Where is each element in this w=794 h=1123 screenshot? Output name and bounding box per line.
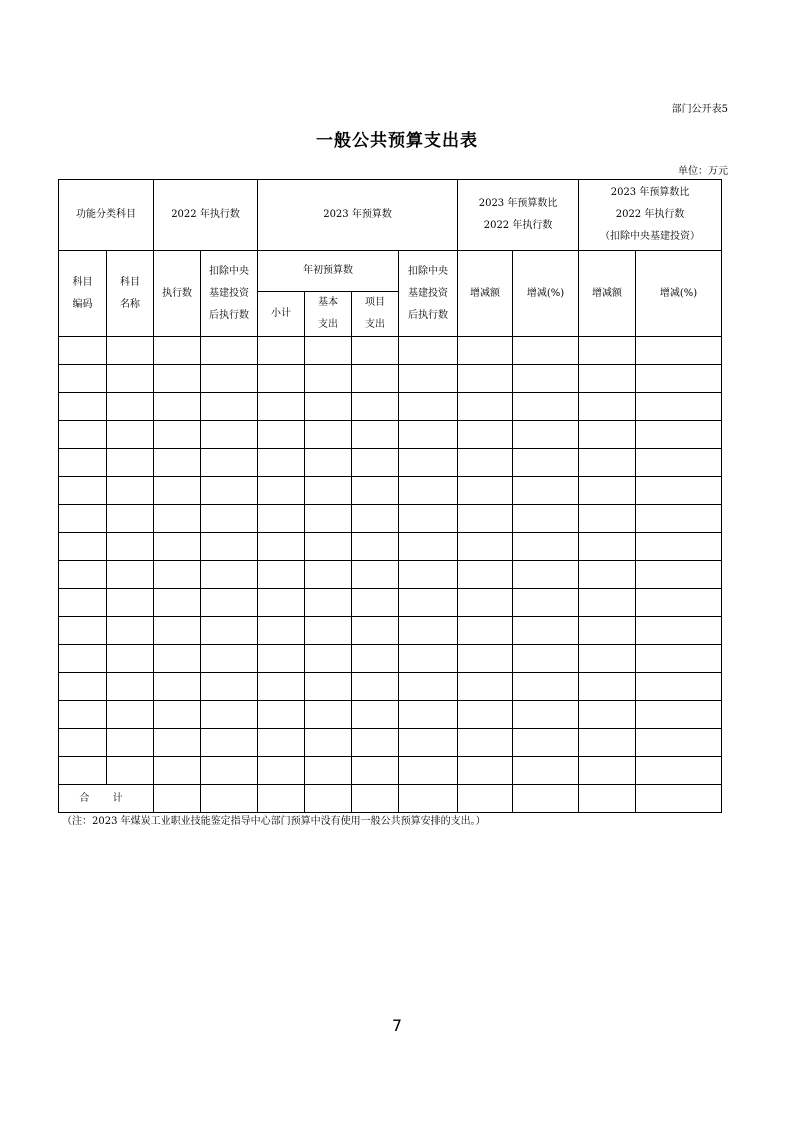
table-cell <box>399 701 458 729</box>
table-cell <box>107 757 154 785</box>
table-cell <box>513 645 579 673</box>
table-cell <box>59 701 107 729</box>
unit-label: 单位：万元 <box>678 166 728 177</box>
table-cell <box>305 365 352 393</box>
table-cell <box>154 449 201 477</box>
table-cell <box>59 617 107 645</box>
table-cell <box>579 533 636 561</box>
header-incr-percent: 增减(%) <box>636 251 722 337</box>
table-cell <box>201 393 258 421</box>
table-cell <box>399 477 458 505</box>
header-compare-line: 2022 年执行数 <box>483 220 553 231</box>
table-cell <box>399 505 458 533</box>
table-cell <box>579 421 636 449</box>
total-label-text: 合 计 <box>79 792 133 804</box>
table-cell <box>154 365 201 393</box>
total-cell <box>305 785 352 813</box>
table-cell <box>305 729 352 757</box>
table-cell <box>107 589 154 617</box>
total-label <box>59 785 154 813</box>
total-row <box>59 785 722 813</box>
table-cell <box>352 757 399 785</box>
table-cell <box>258 589 305 617</box>
table-row <box>59 337 722 365</box>
header-line: 项目 <box>365 297 386 308</box>
table-row <box>59 701 722 729</box>
table-row <box>59 589 722 617</box>
table-row <box>59 365 722 393</box>
table-cell <box>458 589 513 617</box>
table-cell <box>59 533 107 561</box>
table-cell <box>305 533 352 561</box>
table-row <box>59 505 722 533</box>
table-cell <box>201 589 258 617</box>
table-cell <box>352 421 399 449</box>
header-line: 基本 <box>318 297 339 308</box>
total-cell <box>458 785 513 813</box>
table-cell <box>636 477 722 505</box>
header-line: 后执行数 <box>408 309 449 321</box>
table-cell <box>107 505 154 533</box>
header-basic-expenditure <box>305 292 352 337</box>
table-cell <box>458 449 513 477</box>
table-cell <box>201 617 258 645</box>
header-line: 扣除中央 <box>408 265 449 277</box>
table-cell <box>305 561 352 589</box>
table-cell <box>154 757 201 785</box>
total-cell <box>399 785 458 813</box>
table-cell <box>258 561 305 589</box>
table-cell <box>107 701 154 729</box>
table-cell <box>352 617 399 645</box>
header-compare-line: 2023 年预算数比 <box>478 198 558 209</box>
table-cell <box>513 617 579 645</box>
table-cell <box>458 393 513 421</box>
total-cell <box>352 785 399 813</box>
header-incr-amount: 增减额 <box>458 251 513 337</box>
table-cell <box>352 645 399 673</box>
table-cell <box>399 617 458 645</box>
table-cell <box>579 337 636 365</box>
header-exec-2022: 2022 年执行数 <box>154 180 258 251</box>
table-cell <box>305 449 352 477</box>
total-cell <box>513 785 579 813</box>
table-cell <box>154 701 201 729</box>
header-line: 扣除中央 <box>209 265 249 277</box>
table-cell <box>352 561 399 589</box>
table-cell <box>107 337 154 365</box>
table-cell <box>352 729 399 757</box>
table-cell <box>201 561 258 589</box>
header-subject-name <box>107 251 154 337</box>
header-deduct-exec <box>201 251 258 337</box>
table-cell <box>579 645 636 673</box>
table-cell <box>154 533 201 561</box>
table-cell <box>258 533 305 561</box>
table-cell <box>258 701 305 729</box>
table-cell <box>59 645 107 673</box>
table-cell <box>458 757 513 785</box>
table-cell <box>154 561 201 589</box>
table-row <box>59 617 722 645</box>
header-incr-percent: 增减(%) <box>513 251 579 337</box>
table-cell <box>579 477 636 505</box>
table-cell <box>513 589 579 617</box>
table-cell <box>59 729 107 757</box>
header-line: 基建投资 <box>209 287 249 299</box>
header-initial-budget: 年初预算数 <box>258 251 399 292</box>
table-cell <box>579 561 636 589</box>
table-cell <box>399 365 458 393</box>
table-cell <box>399 561 458 589</box>
table-cell <box>305 337 352 365</box>
total-cell <box>258 785 305 813</box>
table-cell <box>399 589 458 617</box>
page-title: 一般公共预算支出表 <box>316 131 478 151</box>
total-cell <box>201 785 258 813</box>
table-cell <box>201 673 258 701</box>
header-subtotal: 小计 <box>258 292 305 337</box>
table-cell <box>201 757 258 785</box>
header-line: 支出 <box>365 319 386 330</box>
table-cell <box>352 449 399 477</box>
table-cell <box>352 533 399 561</box>
table-cell <box>579 729 636 757</box>
table-cell <box>154 393 201 421</box>
table-cell <box>154 421 201 449</box>
table-cell <box>513 421 579 449</box>
table-cell <box>458 505 513 533</box>
table-cell <box>513 561 579 589</box>
table-cell <box>458 617 513 645</box>
table-cell <box>305 477 352 505</box>
table-cell <box>399 337 458 365</box>
table-cell <box>636 421 722 449</box>
table-cell <box>258 421 305 449</box>
table-cell <box>399 533 458 561</box>
table-cell <box>399 673 458 701</box>
table-cell <box>305 589 352 617</box>
table-cell <box>201 449 258 477</box>
table-cell <box>399 645 458 673</box>
table-cell <box>201 701 258 729</box>
header-budget-2023: 2023 年预算数 <box>258 180 458 251</box>
table-cell <box>458 337 513 365</box>
header-line: 基建投资 <box>408 287 449 299</box>
header-func-category: 功能分类科目 <box>59 180 154 251</box>
table-cell <box>305 701 352 729</box>
table-cell <box>636 729 722 757</box>
table-cell <box>352 505 399 533</box>
header-compare-2022-deducted <box>579 180 722 251</box>
header-line: 编码 <box>72 298 93 310</box>
table-cell <box>636 337 722 365</box>
table-cell <box>513 757 579 785</box>
table-cell <box>352 589 399 617</box>
table-cell <box>201 421 258 449</box>
table-cell <box>636 757 722 785</box>
footnote: （注：2023 年煤炭工业职业技能鉴定指导中心部门预算中没有使用一般公共预算安排的支出。） <box>62 816 486 827</box>
table-cell <box>579 505 636 533</box>
table-cell <box>458 673 513 701</box>
table-cell <box>258 729 305 757</box>
header-line: 名称 <box>120 298 140 310</box>
header-line: 支出 <box>318 319 339 330</box>
table-cell <box>107 729 154 757</box>
table-cell <box>59 449 107 477</box>
table-cell <box>513 477 579 505</box>
table-cell <box>458 561 513 589</box>
header-line: 后执行数 <box>209 309 249 321</box>
table-cell <box>579 617 636 645</box>
table-cell <box>201 477 258 505</box>
table-cell <box>352 337 399 365</box>
table-cell <box>201 505 258 533</box>
table-cell <box>579 701 636 729</box>
table-cell <box>636 533 722 561</box>
table-cell <box>258 505 305 533</box>
table-cell <box>154 589 201 617</box>
table-cell <box>636 589 722 617</box>
table-cell <box>458 533 513 561</box>
header-incr-amount: 增减额 <box>579 251 636 337</box>
table-cell <box>154 477 201 505</box>
table-cell <box>352 477 399 505</box>
table-cell <box>458 645 513 673</box>
table-cell <box>579 757 636 785</box>
table-cell <box>258 477 305 505</box>
table-cell <box>59 337 107 365</box>
table-cell <box>513 673 579 701</box>
table-cell <box>579 673 636 701</box>
table-cell <box>107 421 154 449</box>
table-cell <box>258 365 305 393</box>
table-cell <box>201 337 258 365</box>
table-row <box>59 561 722 589</box>
table-row <box>59 477 722 505</box>
table-row <box>59 673 722 701</box>
table-cell <box>154 673 201 701</box>
table-cell <box>636 505 722 533</box>
table-cell <box>258 449 305 477</box>
header-subject-code <box>59 251 107 337</box>
table-cell <box>399 757 458 785</box>
table-number-label: 部门公开表5 <box>671 104 728 115</box>
table-cell <box>258 645 305 673</box>
table-cell <box>458 421 513 449</box>
header-compare-2022 <box>458 180 579 251</box>
table-cell <box>59 365 107 393</box>
table-cell <box>513 729 579 757</box>
table-row <box>59 533 722 561</box>
table-cell <box>513 393 579 421</box>
table-cell <box>59 589 107 617</box>
table-cell <box>513 449 579 477</box>
table-cell <box>636 645 722 673</box>
table-cell <box>59 421 107 449</box>
table-cell <box>399 729 458 757</box>
table-cell <box>107 617 154 645</box>
header-compare-line: 2022 年执行数 <box>615 209 685 220</box>
table-cell <box>513 505 579 533</box>
header-compare-line: 2023 年预算数比 <box>610 187 690 198</box>
table-cell <box>305 421 352 449</box>
header-deduct-budget <box>399 251 458 337</box>
table-cell <box>305 757 352 785</box>
table-cell <box>636 617 722 645</box>
table-cell <box>579 365 636 393</box>
table-cell <box>258 673 305 701</box>
header-row-2 <box>59 251 722 292</box>
table-cell <box>636 701 722 729</box>
table-row <box>59 393 722 421</box>
table-cell <box>201 365 258 393</box>
table-cell <box>352 701 399 729</box>
table-cell <box>458 477 513 505</box>
budget-expenditure-table <box>58 179 722 813</box>
table-cell <box>59 673 107 701</box>
table-row <box>59 421 722 449</box>
table-cell <box>579 589 636 617</box>
table-cell <box>154 337 201 365</box>
header-project-expenditure <box>352 292 399 337</box>
table-cell <box>154 505 201 533</box>
header-row-1 <box>59 180 722 251</box>
table-cell <box>59 505 107 533</box>
table-cell <box>458 729 513 757</box>
table-cell <box>107 393 154 421</box>
table-cell <box>107 561 154 589</box>
header-line: 科目 <box>72 276 93 288</box>
table-cell <box>107 533 154 561</box>
table-cell <box>258 757 305 785</box>
table-cell <box>107 477 154 505</box>
table-cell <box>201 729 258 757</box>
table-cell <box>513 337 579 365</box>
table-cell <box>636 449 722 477</box>
table-cell <box>636 561 722 589</box>
table-cell <box>59 561 107 589</box>
table-row <box>59 645 722 673</box>
table-cell <box>107 645 154 673</box>
table-cell <box>579 393 636 421</box>
table-cell <box>636 365 722 393</box>
header-line: 科目 <box>120 276 140 288</box>
table-row <box>59 757 722 785</box>
table-cell <box>305 505 352 533</box>
table-cell <box>513 365 579 393</box>
table-cell <box>352 365 399 393</box>
page-number: 7 <box>391 1016 403 1035</box>
table-cell <box>258 393 305 421</box>
table-cell <box>636 673 722 701</box>
table-cell <box>352 673 399 701</box>
table-cell <box>305 393 352 421</box>
table-cell <box>201 533 258 561</box>
table-row <box>59 449 722 477</box>
table-cell <box>154 729 201 757</box>
table-cell <box>305 645 352 673</box>
table-cell <box>458 365 513 393</box>
table-cell <box>59 757 107 785</box>
table-cell <box>513 701 579 729</box>
total-cell <box>154 785 201 813</box>
table-cell <box>107 449 154 477</box>
table-row <box>59 729 722 757</box>
total-cell <box>579 785 636 813</box>
table-cell <box>305 617 352 645</box>
table-cell <box>107 673 154 701</box>
table-cell <box>305 673 352 701</box>
table-cell <box>579 449 636 477</box>
header-compare-line: （扣除中央基建投资） <box>600 231 701 242</box>
table-cell <box>458 701 513 729</box>
table-cell <box>258 337 305 365</box>
table-cell <box>201 645 258 673</box>
header-exec: 执行数 <box>154 251 201 337</box>
table-cell <box>107 365 154 393</box>
table-cell <box>636 393 722 421</box>
table-cell <box>59 393 107 421</box>
table-cell <box>352 393 399 421</box>
table-cell <box>513 533 579 561</box>
table-cell <box>59 477 107 505</box>
total-cell <box>636 785 722 813</box>
table-cell <box>399 393 458 421</box>
table-cell <box>154 617 201 645</box>
table-cell <box>258 617 305 645</box>
table-cell <box>399 421 458 449</box>
table-cell <box>154 645 201 673</box>
table-cell <box>399 449 458 477</box>
